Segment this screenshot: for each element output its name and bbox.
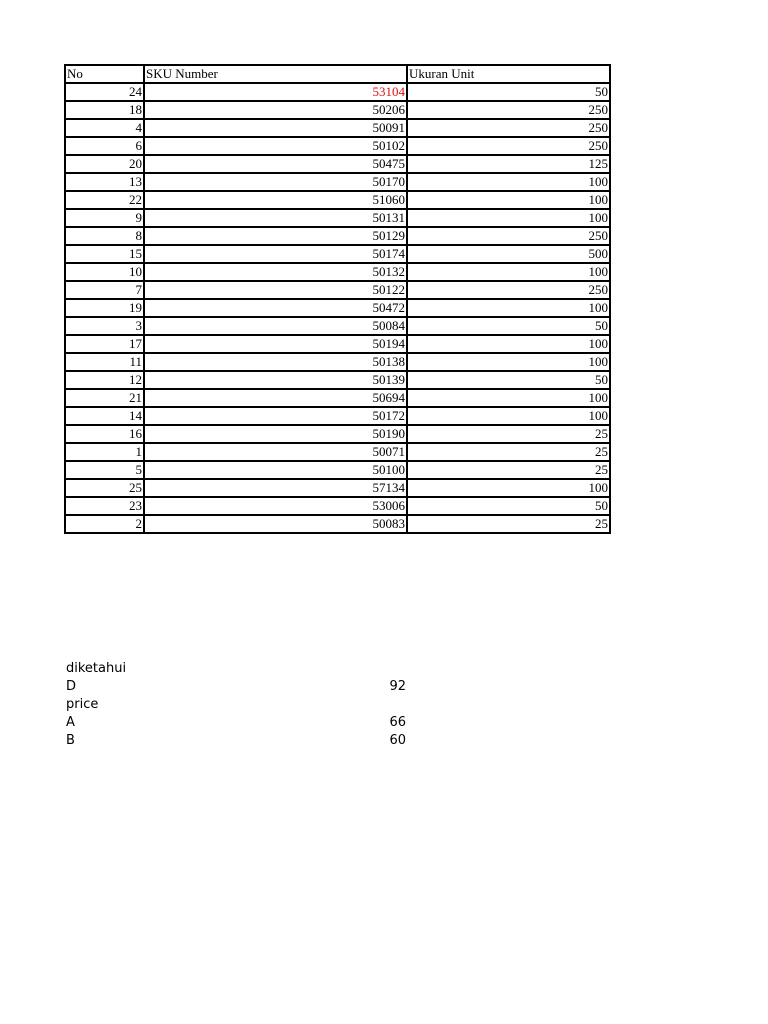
- cell-no: 7: [65, 281, 144, 299]
- table-row: [65, 173, 610, 191]
- note-row: [66, 678, 406, 696]
- cell-no: 20: [65, 155, 144, 173]
- cell-ukuran-unit: 100: [407, 335, 610, 353]
- note-row: [66, 714, 406, 732]
- table-row: [65, 335, 610, 353]
- cell-ukuran-unit: 100: [407, 209, 610, 227]
- note-row: [66, 660, 406, 678]
- table-row: [65, 389, 610, 407]
- cell-ukuran-unit: 100: [407, 407, 610, 425]
- cell-ukuran-unit: 25: [407, 443, 610, 461]
- cell-sku-number: 50174: [144, 245, 407, 263]
- cell-ukuran-unit: 100: [407, 353, 610, 371]
- header-ukuran-unit: Ukuran Unit: [407, 65, 610, 83]
- cell-no: 14: [65, 407, 144, 425]
- cell-sku-number: 50475: [144, 155, 407, 173]
- header-sku-number: SKU Number: [144, 65, 407, 83]
- table-row: [65, 425, 610, 443]
- cell-sku-number: 50071: [144, 443, 407, 461]
- cell-sku-number: 57134: [144, 479, 407, 497]
- note-value: 66: [389, 715, 406, 730]
- cell-no: 10: [65, 263, 144, 281]
- table-row: [65, 101, 610, 119]
- cell-sku-number: 50122: [144, 281, 407, 299]
- cell-no: 19: [65, 299, 144, 317]
- cell-no: 23: [65, 497, 144, 515]
- header-row: [65, 65, 610, 83]
- table-row: [65, 155, 610, 173]
- table-row: [65, 479, 610, 497]
- cell-sku-number: 50129: [144, 227, 407, 245]
- cell-ukuran-unit: 50: [407, 497, 610, 515]
- table-row: [65, 443, 610, 461]
- cell-no: 2: [65, 515, 144, 533]
- cell-no: 16: [65, 425, 144, 443]
- cell-ukuran-unit: 100: [407, 299, 610, 317]
- cell-ukuran-unit: 100: [407, 479, 610, 497]
- cell-ukuran-unit: 100: [407, 173, 610, 191]
- cell-ukuran-unit: 250: [407, 119, 610, 137]
- cell-no: 25: [65, 479, 144, 497]
- cell-ukuran-unit: 25: [407, 515, 610, 533]
- cell-no: 21: [65, 389, 144, 407]
- cell-ukuran-unit: 50: [407, 317, 610, 335]
- table-row: [65, 119, 610, 137]
- cell-ukuran-unit: 50: [407, 83, 610, 101]
- cell-ukuran-unit: 100: [407, 263, 610, 281]
- cell-sku-number: 50131: [144, 209, 407, 227]
- cell-sku-number: 50132: [144, 263, 407, 281]
- cell-ukuran-unit: 250: [407, 227, 610, 245]
- sku-table: [64, 64, 611, 534]
- notes-block: [66, 660, 406, 750]
- cell-sku-number: 50139: [144, 371, 407, 389]
- note-value: 92: [389, 679, 406, 694]
- cell-sku-number: 50138: [144, 353, 407, 371]
- table-row: [65, 353, 610, 371]
- cell-sku-number: 50083: [144, 515, 407, 533]
- table-row: [65, 281, 610, 299]
- cell-no: 1: [65, 443, 144, 461]
- cell-sku-number: 50194: [144, 335, 407, 353]
- table-row: [65, 497, 610, 515]
- table-row: [65, 191, 610, 209]
- note-label: price: [66, 697, 99, 712]
- cell-no: 6: [65, 137, 144, 155]
- table-row: [65, 461, 610, 479]
- cell-ukuran-unit: 100: [407, 191, 610, 209]
- header-no: No: [65, 65, 144, 83]
- cell-ukuran-unit: 500: [407, 245, 610, 263]
- table-row: [65, 209, 610, 227]
- cell-no: 12: [65, 371, 144, 389]
- cell-sku-number: 50472: [144, 299, 407, 317]
- table-row: [65, 83, 610, 101]
- cell-no: 8: [65, 227, 144, 245]
- cell-sku-number: 50172: [144, 407, 407, 425]
- cell-sku-number: 51060: [144, 191, 407, 209]
- cell-no: 17: [65, 335, 144, 353]
- cell-sku-number: 50084: [144, 317, 407, 335]
- cell-sku-number: 53104: [144, 83, 407, 101]
- note-value: 60: [389, 733, 406, 748]
- table-row: [65, 245, 610, 263]
- table-body: [65, 83, 610, 533]
- cell-sku-number: 50694: [144, 389, 407, 407]
- cell-ukuran-unit: 250: [407, 137, 610, 155]
- cell-no: 4: [65, 119, 144, 137]
- note-row: [66, 696, 406, 714]
- cell-ukuran-unit: 25: [407, 461, 610, 479]
- table-row: [65, 317, 610, 335]
- note-label: A: [66, 715, 75, 730]
- cell-sku-number: 50091: [144, 119, 407, 137]
- cell-ukuran-unit: 125: [407, 155, 610, 173]
- table-row: [65, 515, 610, 533]
- cell-sku-number: 50170: [144, 173, 407, 191]
- cell-sku-number: 50102: [144, 137, 407, 155]
- cell-no: 18: [65, 101, 144, 119]
- cell-sku-number: 50190: [144, 425, 407, 443]
- cell-no: 15: [65, 245, 144, 263]
- cell-no: 5: [65, 461, 144, 479]
- cell-sku-number: 50206: [144, 101, 407, 119]
- table-row: [65, 299, 610, 317]
- note-row: [66, 732, 406, 750]
- cell-ukuran-unit: 25: [407, 425, 610, 443]
- cell-no: 11: [65, 353, 144, 371]
- note-label: D: [66, 679, 77, 694]
- table-row: [65, 263, 610, 281]
- cell-no: 13: [65, 173, 144, 191]
- cell-ukuran-unit: 50: [407, 371, 610, 389]
- cell-ukuran-unit: 250: [407, 101, 610, 119]
- note-label: B: [66, 733, 75, 748]
- table-row: [65, 227, 610, 245]
- table-row: [65, 371, 610, 389]
- cell-ukuran-unit: 100: [407, 389, 610, 407]
- cell-no: 9: [65, 209, 144, 227]
- table-row: [65, 407, 610, 425]
- cell-no: 3: [65, 317, 144, 335]
- cell-sku-number: 53006: [144, 497, 407, 515]
- cell-ukuran-unit: 250: [407, 281, 610, 299]
- note-label: diketahui: [66, 661, 127, 676]
- cell-sku-number: 50100: [144, 461, 407, 479]
- cell-no: 24: [65, 83, 144, 101]
- table-row: [65, 137, 610, 155]
- cell-no: 22: [65, 191, 144, 209]
